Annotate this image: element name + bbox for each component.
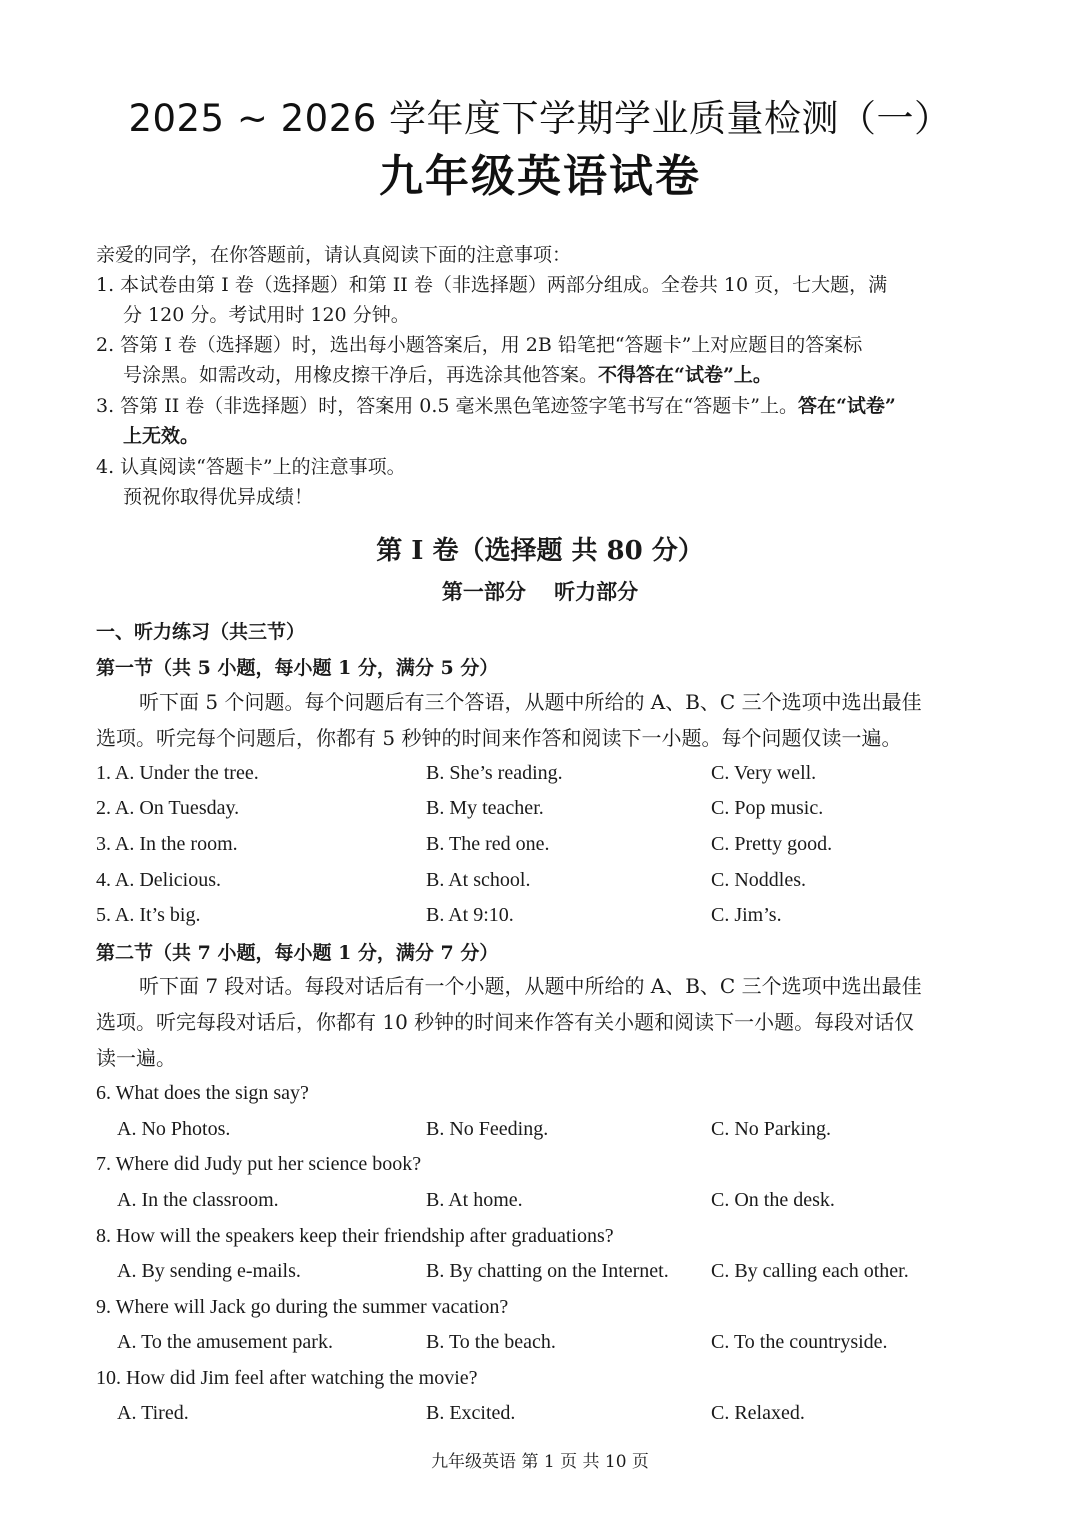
q9-option-b: B. To the beach. [426, 1331, 556, 1353]
section-title: 第 I 卷（选择题 共 80 分） [376, 536, 704, 566]
q8-option-b: B. By chatting on the Internet. [426, 1260, 669, 1282]
q10-option-c: C. Relaxed. [711, 1402, 805, 1424]
q7-stem: 7. Where did Judy put her science book? [96, 1153, 422, 1175]
notice-wish: 预祝你取得优异成绩！ [123, 486, 314, 508]
q9-stem: 9. Where will Jack go during the summer vacation? [96, 1296, 509, 1318]
q9-option-a: A. To the amusement park. [117, 1331, 333, 1353]
part2-instructions-line1: 听下面 7 段对话。每段对话后有一个小题，从题中所给的 A、B、C 三个选项中选出最佳 [139, 974, 922, 998]
exam-title-line1: 2025 ~ 2026 学年度下学期学业质量检测（一） [128, 97, 952, 140]
part-title: 第一部分 听力部分 [441, 579, 639, 604]
q6-option-c: C. No Parking. [711, 1118, 831, 1140]
q8-option-c: C. By calling each other. [711, 1260, 909, 1282]
notice-item3-text: 3. 答第 II 卷（非选择题）时，答案用 0.5 毫米黑色笔迹签字笔书写在“答题卡”上。 [96, 395, 798, 417]
q4-option-a: 4. A. Delicious. [96, 869, 221, 891]
exam-title-line2: 九年级英语试卷 [379, 151, 701, 202]
notice-item2-line2 [123, 360, 772, 390]
q10-option-b: B. Excited. [426, 1402, 516, 1424]
q4-option-c: C. Noddles. [711, 869, 806, 891]
q1-option-c: C. Very well. [711, 762, 817, 784]
q5-option-a: 5. A. It’s big. [96, 904, 201, 926]
q3-option-b: B. The red one. [426, 833, 550, 855]
notice-intro: 亲爱的同学，在你答题前，请认真阅读下面的注意事项： [96, 244, 572, 266]
q6-option-a: A. No Photos. [117, 1118, 231, 1140]
q9-option-c: C. To the countryside. [711, 1331, 888, 1353]
notice-item3-line2: 上无效。 [123, 425, 200, 447]
q6-stem: 6. What does the sign say? [96, 1082, 309, 1104]
q10-stem: 10. How did Jim feel after watching the movie? [96, 1367, 478, 1389]
notice-item3-line1 [96, 391, 896, 421]
listening-heading: 一、听力练习（共三节） [96, 621, 306, 643]
q4-option-b: B. At school. [426, 869, 531, 891]
q10-option-a: A. Tired. [117, 1402, 189, 1424]
part1-instructions-line1: 听下面 5 个问题。每个问题后有三个答语，从题中所给的 A、B、C 三个选项中选出最佳 [139, 690, 922, 714]
q3-option-a: 3. A. In the room. [96, 833, 238, 855]
q5-option-b: B. At 9:10. [426, 904, 514, 926]
q2-option-a: 2. A. On Tuesday. [96, 797, 240, 819]
q3-option-c: C. Pretty good. [711, 833, 833, 855]
notice-item2-text: 号涂黑。如需改动，用橡皮擦干净后，再选涂其他答案。 [123, 364, 599, 386]
part2-instructions-line2: 选项。听完每段对话后，你都有 10 秒钟的时间来作答有关小题和阅读下一小题。每段对话仅 [96, 1010, 915, 1034]
q8-stem: 8. How will the speakers keep their friendship after graduations? [96, 1225, 614, 1247]
part2-heading: 第二节（共 7 小题，每小题 1 分，满分 7 分） [96, 942, 499, 964]
q7-option-a: A. In the classroom. [117, 1189, 279, 1211]
page-footer: 九年级英语 第 1 页 共 10 页 [431, 1452, 649, 1472]
notice-item1-line2: 分 120 分。考试用时 120 分钟。 [123, 304, 410, 326]
notice-item3-warning: 答在“试卷” [797, 395, 896, 417]
notice-item1-line1: 1. 本试卷由第 I 卷（选择题）和第 II 卷（非选择题）两部分组成。全卷共 10 页，七大题，满 [96, 274, 888, 296]
q8-option-a: A. By sending e-mails. [117, 1260, 301, 1282]
q6-option-b: B. No Feeding. [426, 1118, 549, 1140]
q5-option-c: C. Jim’s. [711, 904, 782, 926]
notice-item2-warning: 不得答在“试卷”上。 [598, 364, 772, 386]
notice-item4: 4. 认真阅读“答题卡”上的注意事项。 [96, 456, 406, 478]
part2-instructions-line3: 读一遍。 [96, 1046, 176, 1070]
q7-option-c: C. On the desk. [711, 1189, 835, 1211]
q7-option-b: B. At home. [426, 1189, 523, 1211]
q1-option-b: B. She’s reading. [426, 762, 563, 784]
notice-item2-line1: 2. 答第 I 卷（选择题）时，选出每小题答案后，用 2B 铅笔把“答题卡”上对应题目的答案标 [96, 334, 863, 356]
q2-option-b: B. My teacher. [426, 797, 544, 819]
part1-instructions-line2: 选项。听完每个问题后，你都有 5 秒钟的时间来作答和阅读下一小题。每个问题仅读一遍。 [96, 726, 902, 750]
q2-option-c: C. Pop music. [711, 797, 824, 819]
part1-heading: 第一节（共 5 小题，每小题 1 分，满分 5 分） [96, 657, 499, 679]
q1-option-a: 1. A. Under the tree. [96, 762, 259, 784]
